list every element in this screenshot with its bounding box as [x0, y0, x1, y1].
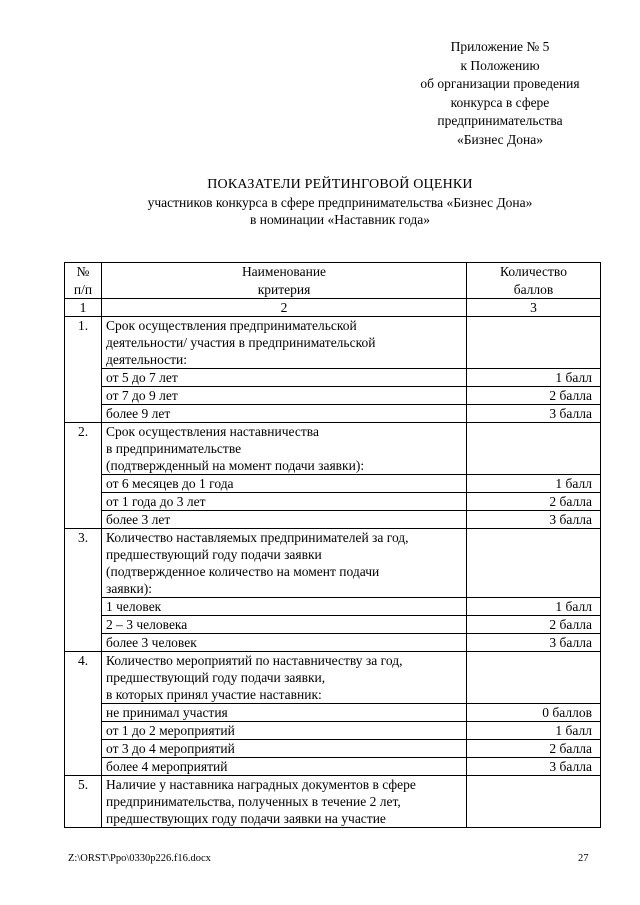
option-label: от 1 до 2 мероприятий: [102, 722, 467, 740]
criterion-points-empty: [467, 652, 601, 704]
option-row: [65, 511, 601, 529]
footer-file-path: Z:\ORST\Ppo\0330p226.f16.docx: [68, 853, 211, 864]
option-row: [65, 704, 601, 722]
criterion-title-line: Количество наставляемых предпринимателей за год,: [106, 530, 409, 545]
criterion-title-line: предшествующий году подачи заявки: [106, 547, 322, 562]
option-label: от 3 до 4 мероприятий: [102, 740, 467, 758]
option-row: [65, 740, 601, 758]
criterion-title-line: деятельности/ участия в предпринимательской: [106, 335, 376, 350]
option-label: от 1 года до 3 лет: [102, 493, 467, 511]
criterion-title: [102, 652, 467, 704]
option-label: не принимал участия: [102, 704, 467, 722]
criterion-title-line: Количество мероприятий по наставничеству за год,: [106, 653, 403, 668]
criterion-title-line: предпринимательства, полученных в течение 2 лет,: [106, 794, 401, 809]
criterion-row: [65, 423, 601, 475]
criterion-title-line: предшествующий году подачи заявки,: [106, 670, 326, 685]
criteria-table: [64, 262, 601, 828]
option-label: от 5 до 7 лет: [102, 369, 467, 387]
option-row: [65, 616, 601, 634]
option-points: 1 балл: [467, 369, 601, 387]
option-points: 1 балл: [467, 598, 601, 616]
option-points: 3 балла: [467, 758, 601, 776]
criterion-number: 2.: [65, 423, 102, 529]
appendix-line: Приложение № 5: [450, 39, 550, 54]
appendix-line: об организации проведения: [420, 76, 580, 91]
option-row: [65, 634, 601, 652]
document-nomination: в номинации «Наставник года»: [250, 212, 430, 227]
footer-page-number: 27: [578, 853, 589, 864]
header-criterion: Наименование критерия: [102, 263, 467, 299]
criterion-row: [65, 317, 601, 369]
option-points: 3 балла: [467, 405, 601, 423]
option-row: [65, 387, 601, 405]
option-points: 3 балла: [467, 511, 601, 529]
option-label: от 6 месяцев до 1 года: [102, 475, 467, 493]
document-heading: [60, 176, 620, 229]
appendix-line: предпринимательства: [437, 113, 563, 128]
criterion-points-empty: [467, 529, 601, 598]
option-row: [65, 405, 601, 423]
option-label: более 3 лет: [102, 511, 467, 529]
criterion-title-line: Наличие у наставника наградных документов в сфере: [106, 777, 416, 792]
option-points: 1 балл: [467, 475, 601, 493]
criterion-title-line: (подтвержденное количество на момент подачи: [106, 564, 380, 579]
criterion-title-line: Срок осуществления наставничества: [106, 424, 319, 439]
option-label: 2 – 3 человека: [102, 616, 467, 634]
criterion-title: [102, 423, 467, 475]
criterion-title-line: в которых принял участие наставник:: [106, 687, 322, 702]
criterion-number: 4.: [65, 652, 102, 776]
option-label: от 7 до 9 лет: [102, 387, 467, 405]
option-label: более 4 мероприятий: [102, 758, 467, 776]
criterion-title: [102, 776, 467, 828]
document-title: ПОКАЗАТЕЛИ РЕЙТИНГОВОЙ ОЦЕНКИ: [207, 177, 473, 192]
document-subtitle: участников конкурса в сфере предпринимательства «Бизнес Дона»: [147, 194, 533, 210]
option-points: 3 балла: [467, 634, 601, 652]
appendix-block: [380, 38, 620, 149]
criterion-points-empty: [467, 776, 601, 828]
criterion-title: [102, 317, 467, 369]
header-points: Количество баллов: [467, 263, 601, 299]
criterion-title-line: заявки):: [106, 581, 152, 596]
option-points: 2 балла: [467, 616, 601, 634]
option-row: [65, 493, 601, 511]
option-row: [65, 598, 601, 616]
column-number-row: [65, 299, 601, 317]
appendix-line: «Бизнес Дона»: [457, 131, 543, 147]
criterion-title-line: Срок осуществления предпринимательской: [106, 318, 357, 333]
criterion-number: 1.: [65, 317, 102, 423]
criterion-title-line: (подтвержденный на момент подачи заявки):: [106, 458, 365, 473]
criterion-title-line: деятельности:: [106, 352, 188, 367]
table-header-row: [65, 263, 601, 299]
criterion-title-line: в предпринимательстве: [106, 441, 242, 456]
option-label: более 3 человек: [102, 634, 467, 652]
column-number: 1: [65, 299, 102, 317]
criterion-points-empty: [467, 317, 601, 369]
option-row: [65, 722, 601, 740]
header-number: № п/п: [65, 263, 102, 299]
option-points: 2 балла: [467, 493, 601, 511]
appendix-line: к Положению: [460, 57, 540, 73]
option-points: 0 баллов: [467, 704, 601, 722]
option-label: 1 человек: [102, 598, 467, 616]
column-number: 2: [102, 299, 467, 317]
option-points: 2 балла: [467, 387, 601, 405]
criterion-row: [65, 529, 601, 598]
option-points: 2 балла: [467, 740, 601, 758]
criterion-title: [102, 529, 467, 598]
option-row: [65, 475, 601, 493]
criterion-row: [65, 652, 601, 704]
criterion-points-empty: [467, 423, 601, 475]
appendix-line: конкурса в сфере: [450, 94, 550, 110]
column-number: 3: [467, 299, 601, 317]
option-label: более 9 лет: [102, 405, 467, 423]
criterion-number: 3.: [65, 529, 102, 652]
option-points: 1 балл: [467, 722, 601, 740]
criterion-number: 5.: [65, 776, 102, 828]
option-row: [65, 758, 601, 776]
option-row: [65, 369, 601, 387]
criterion-row: [65, 776, 601, 828]
criterion-title-line: предшествующих году подачи заявки на участие: [106, 811, 386, 826]
